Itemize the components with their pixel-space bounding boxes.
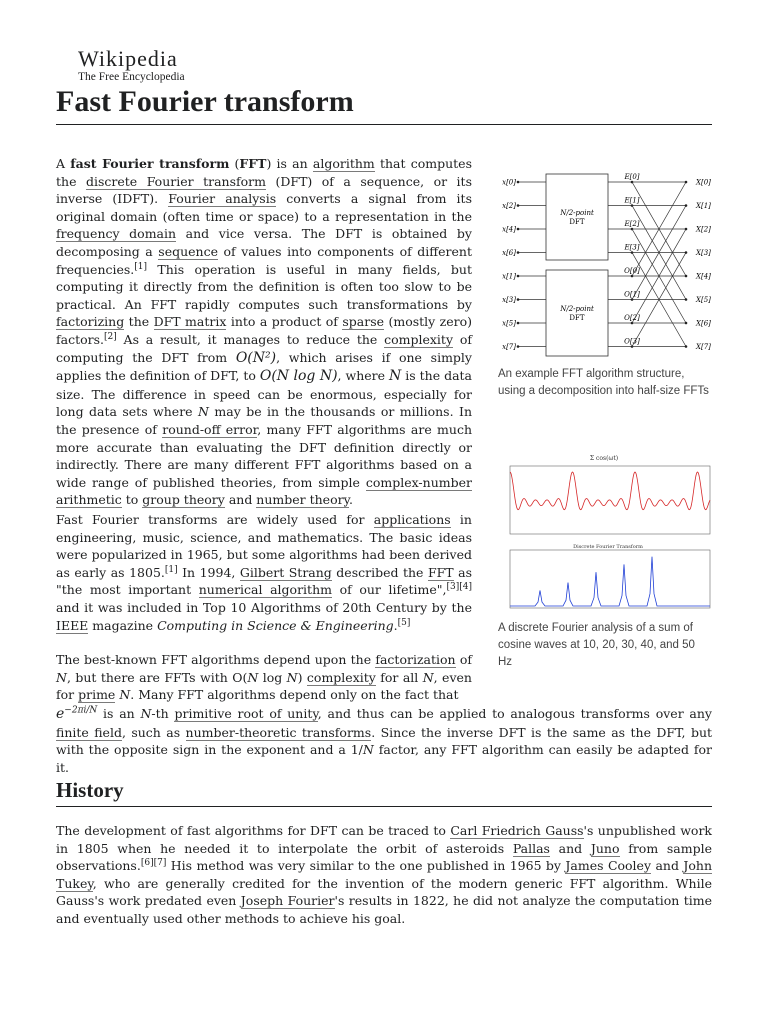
- input-node-4: [517, 275, 520, 278]
- input-label-4: x[1]: [502, 272, 516, 281]
- output-node-0: [685, 181, 688, 184]
- link-james-cooley[interactable]: James Cooley: [565, 858, 652, 874]
- link-juno[interactable]: Juno: [590, 840, 620, 856]
- dft-block-top-label-1: N/2-point: [560, 209, 594, 217]
- wikipedia-wordmark[interactable]: Wikipedia: [78, 46, 178, 71]
- algorithms-paragraph-top: The best-known FFT algorithms depend upon the factorization of N, but there are FFTs with O(N log N) complexity for all N, even for prime N. Many FFT algorithms depend only on the fact that: [56, 652, 472, 703]
- waveform-line: [510, 472, 710, 510]
- intro-paragraph: A fast Fourier transform (FFT) is an algorithm that computes the discrete Fourier transform (DFT) of a sequence, or its inverse (IDFT). Fourier analysis converts a signal from its original domain (often time or space) to a representation in the frequency domain and vice versa. The DFT is obtained by decomposing a sequence of values into components of different frequencies.[1] This operation is useful in many fields, but computing it directly from the definition is often too slow to be practical. An FFT rapidly computes such transformations by factorizing the DFT matrix into a product of sparse (mostly zero) factors.[2] As a result, it manages to reduce the complexity of computing the DFT from O(N²), which arises if one simply applies the definition of DFT, to O(N log N), where N is the data size. The difference in speed can be enormous, especially for long data sets where N may be in the thousands or millions. In the presence of round-off error, many FFT algorithms are much more accurate than evaluating the DFT definition directly or indirectly. There are many different FFT algorithms based on a wide range of published theories, from simple complex-number arithmetic to group theory and number theory.: [56, 156, 473, 508]
- output-node-5: [685, 298, 688, 301]
- link-fourier-analysis[interactable]: Fourier analysis: [168, 191, 277, 207]
- input-label-3: x[6]: [502, 249, 516, 257]
- output-label-6: X[6]: [696, 319, 711, 328]
- o-label-1: O[1]: [624, 290, 640, 299]
- link-carl-friedrich-gauss[interactable]: Carl Friedrich Gauss: [450, 823, 584, 838]
- e-label-2: E[2]: [624, 220, 640, 228]
- history-divider: [56, 806, 712, 807]
- link-dft[interactable]: discrete Fourier transform: [85, 173, 266, 189]
- link-joseph-fourier[interactable]: Joseph Fourier: [240, 893, 335, 909]
- dft-block-bottom: [546, 270, 608, 356]
- link-algorithm[interactable]: algorithm: [312, 156, 375, 171]
- link-round-off-error[interactable]: round-off error: [162, 421, 258, 437]
- input-node-2: [517, 228, 520, 231]
- spectrum-title: Discrete Fourier Transform: [573, 544, 643, 550]
- link-dft-matrix[interactable]: DFT matrix: [153, 314, 227, 330]
- link-ieee[interactable]: IEEE: [56, 617, 89, 633]
- algorithms-paragraph-bottom: $e^{-2\pi i/N}$ is an N-th primitive root of unity, and thus can be applied to analogous transforms over any finite field, such as number-theoretic transforms. Since the inverse DFT is the same as the DFT, but with the opposite sign in the exponent and a 1/N factor, any FFT algorithm can easily be adapted for it.: [56, 705, 713, 775]
- spectrum-line: [510, 557, 710, 606]
- dft-block-top-label-2: DFT: [569, 218, 585, 226]
- output-label-7: X[7]: [696, 343, 711, 351]
- link-john-tukey[interactable]: John Tukey: [56, 858, 712, 891]
- link-primitive-root-of-unity[interactable]: primitive root of unity: [174, 706, 318, 721]
- dft-block-bottom-label-1: N/2-point: [560, 305, 594, 313]
- input-label-0: x[0]: [502, 178, 516, 187]
- link-number-theory[interactable]: number theory: [256, 492, 349, 508]
- link-applications[interactable]: applications: [373, 512, 451, 527]
- o-label-3: O[3]: [624, 337, 640, 346]
- output-node-4: [685, 275, 688, 278]
- link-finite-field[interactable]: finite field: [56, 724, 122, 740]
- waveform-title: Σ cos(ωt): [589, 455, 619, 462]
- input-label-5: x[3]: [502, 296, 516, 304]
- link-frequency-domain[interactable]: frequency domain: [56, 226, 177, 242]
- input-label-6: x[5]: [502, 319, 516, 328]
- output-label-2: X[2]: [696, 225, 711, 234]
- input-node-6: [517, 322, 520, 325]
- history-paragraph: The development of fast algorithms for DFT can be traced to Carl Friedrich Gauss's unpublished work in 1805 when he needed it to interpolate the orbit of asteroids Pallas and Juno from sample observations.[6][7] His method was very similar to the one published in 1965 by James Cooley and John Tukey, who are generally credited for the invention of the modern generic FFT algorithm. While Gauss's work predated even Joseph Fourier's results in 1822, he did not analyze the computation time and eventually used other methods to achieve his goal.: [56, 823, 712, 926]
- link-factorizing[interactable]: factorizing: [56, 314, 125, 330]
- link-complex-number-arithmetic[interactable]: complex-number arithmetic: [56, 474, 472, 508]
- title-divider: [56, 124, 712, 125]
- wikipedia-branding[interactable]: [78, 48, 185, 83]
- fft-butterfly-diagram[interactable]: [496, 164, 716, 364]
- output-node-7: [685, 345, 688, 348]
- figure1-caption: An example FFT algorithm structure, using a decomposition into half-size FFTs: [498, 368, 709, 397]
- o-label-2: O[2]: [624, 314, 640, 322]
- output-label-3: X[3]: [696, 249, 711, 257]
- output-label-0: X[0]: [696, 178, 711, 187]
- output-label-5: X[5]: [696, 296, 711, 304]
- link-group-theory[interactable]: group theory: [142, 492, 225, 508]
- input-node-1: [517, 204, 520, 207]
- fourier-analysis-figure[interactable]: [496, 450, 714, 620]
- dft-block-top: [546, 174, 608, 260]
- section-heading-history: History: [56, 778, 124, 802]
- o-label-0: O[0]: [624, 267, 640, 275]
- link-gilbert-strang[interactable]: Gilbert Strang: [239, 564, 332, 580]
- input-label-2: x[4]: [502, 225, 516, 234]
- output-node-1: [685, 204, 688, 207]
- article-title: Fast Fourier transform: [56, 85, 354, 118]
- input-label-7: x[7]: [502, 343, 516, 351]
- input-node-0: [517, 181, 520, 184]
- e-label-1: E[1]: [624, 196, 640, 205]
- output-node-3: [685, 251, 688, 254]
- output-label-4: X[4]: [696, 272, 711, 281]
- link-number-theoretic-transforms[interactable]: number-theoretic transforms: [185, 724, 372, 740]
- link-prime[interactable]: prime: [78, 687, 116, 703]
- link-sequence[interactable]: sequence: [158, 243, 218, 259]
- output-label-1: X[1]: [696, 202, 711, 210]
- figure2-caption: A discrete Fourier analysis of a sum of cosine waves at 10, 20, 30, 40, and 50 Hz: [498, 622, 695, 668]
- spectrum-frame: [510, 550, 710, 608]
- input-node-5: [517, 298, 520, 301]
- input-label-1: x[2]: [502, 202, 516, 210]
- input-node-3: [517, 251, 520, 254]
- input-node-7: [517, 345, 520, 348]
- output-node-2: [685, 228, 688, 231]
- link-sparse[interactable]: sparse: [342, 314, 385, 330]
- output-node-6: [685, 322, 688, 325]
- link-fft[interactable]: FFT: [427, 564, 454, 580]
- dft-block-bottom-label-2: DFT: [569, 314, 585, 322]
- link-factorization[interactable]: factorization: [375, 652, 456, 667]
- link-pallas[interactable]: Pallas: [512, 840, 550, 856]
- e-label-3: E[3]: [624, 243, 640, 252]
- e-label-0: E[0]: [624, 173, 640, 181]
- link-numerical-algorithm[interactable]: numerical algorithm: [198, 582, 332, 598]
- link-complexity-2[interactable]: complexity: [306, 669, 376, 685]
- wikipedia-tagline: The Free Encyclopedia: [78, 71, 185, 83]
- link-complexity[interactable]: complexity: [384, 331, 454, 347]
- applications-paragraph: Fast Fourier transforms are widely used for applications in engineering, music, science, and mathematics. The basic ideas were popularized in 1965, but some algorithms had been derived as early as 1805.[1] In 1994, Gilbert Strang described the FFT as "the most important numerical algorithm of our lifetime",[3][4] and it was included in Top 10 Algorithms of 20th Century by the IEEE magazine Computing in Science & Engineering.[5]: [56, 512, 472, 633]
